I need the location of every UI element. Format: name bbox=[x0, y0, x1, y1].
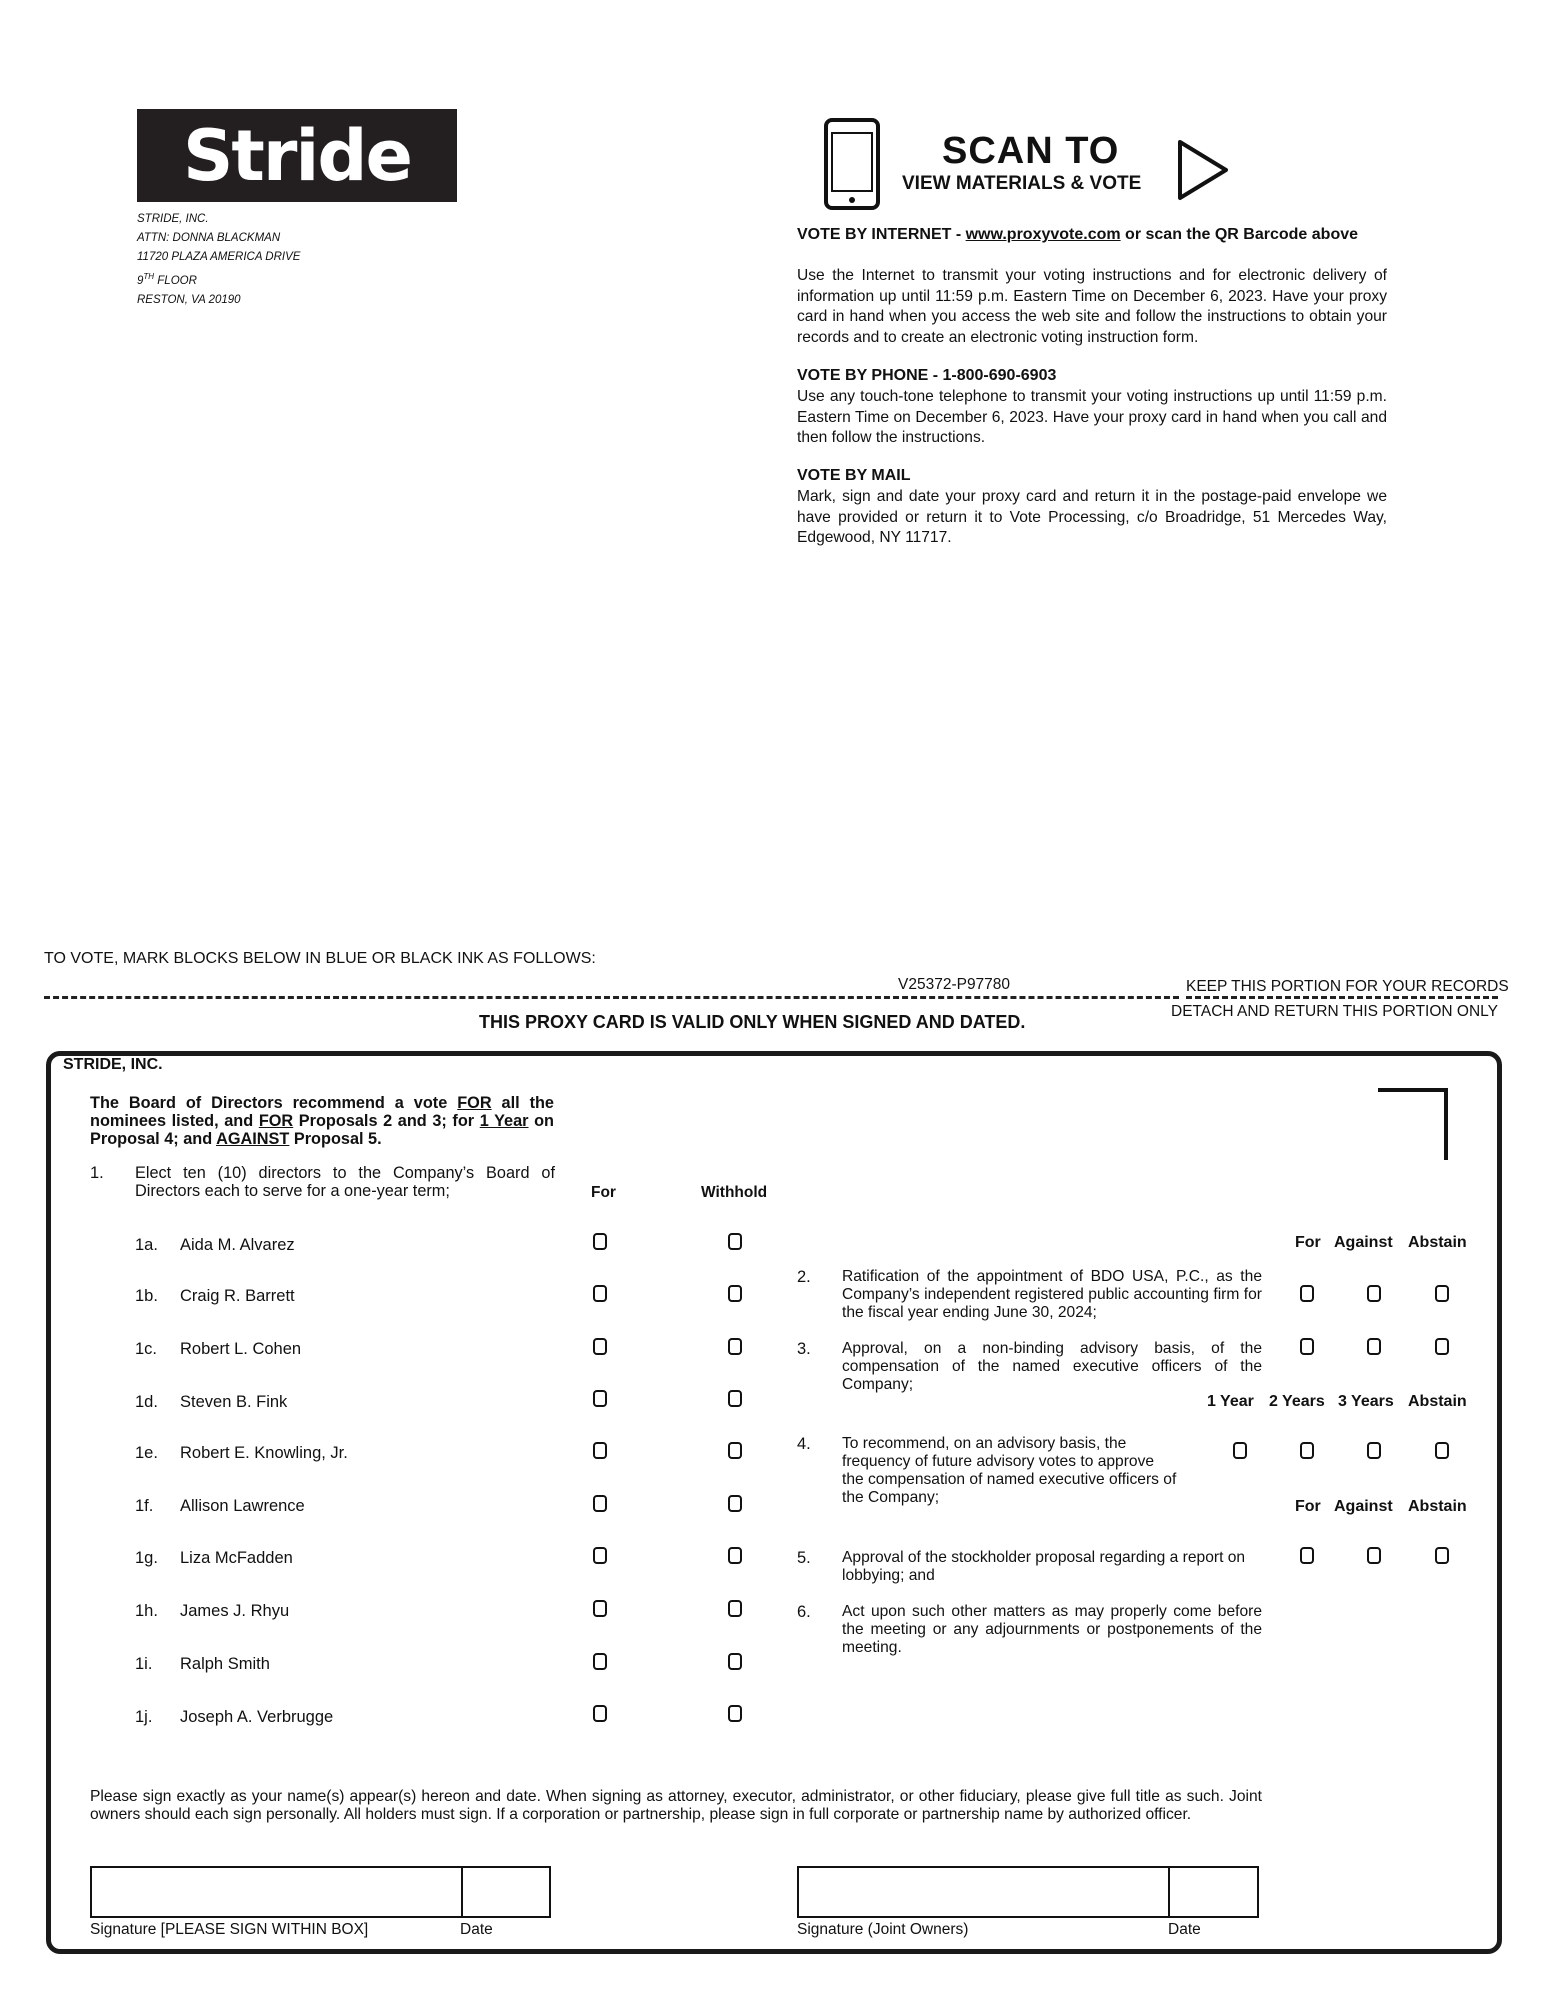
proposal-6-number: 6. bbox=[797, 1603, 811, 1621]
corner-registration-mark bbox=[1378, 1088, 1448, 1160]
rec-text: all the nominees listed, and bbox=[90, 1094, 554, 1130]
rec-text: The Board of Directors recommend a vote bbox=[90, 1094, 458, 1112]
nominee-for-checkbox[interactable] bbox=[593, 1653, 607, 1670]
header-1-year: 1 Year bbox=[1207, 1393, 1254, 1410]
floor-number: 9 bbox=[137, 274, 144, 287]
company-address bbox=[137, 210, 300, 310]
phone-icon bbox=[824, 118, 880, 210]
proposal-6-text: Act upon such other matters as may properly come before the meeting or any adjournments or postponements of the meeting. bbox=[842, 1603, 1262, 1656]
internet-heading-suffix: or scan the QR Barcode above bbox=[1120, 226, 1359, 243]
signature-label-primary: Signature [PLEASE SIGN WITHIN BOX] bbox=[90, 1921, 369, 1938]
nominee-name: Liza McFadden bbox=[180, 1549, 293, 1567]
nominee-for-checkbox[interactable] bbox=[593, 1495, 607, 1512]
nominee-withhold-checkbox[interactable] bbox=[728, 1705, 742, 1722]
nominee-withhold-checkbox[interactable] bbox=[728, 1233, 742, 1250]
play-arrow-icon bbox=[1176, 138, 1232, 202]
detach-portion-label: DETACH AND RETURN THIS PORTION ONLY bbox=[1171, 1003, 1498, 1020]
mail-heading: VOTE BY MAIL bbox=[797, 467, 911, 484]
header-against-2: Against bbox=[1334, 1498, 1393, 1515]
signature-label-joint: Signature (Joint Owners) bbox=[797, 1921, 969, 1938]
detach-line-right bbox=[1186, 996, 1498, 999]
proposal-3-for-checkbox[interactable] bbox=[1300, 1338, 1314, 1355]
nominee-id: 1i. bbox=[135, 1655, 153, 1673]
nominee-for-checkbox[interactable] bbox=[593, 1338, 607, 1355]
nominee-withhold-checkbox[interactable] bbox=[728, 1495, 742, 1512]
proposal-1-text: Elect ten (10) directors to the Company’s Board of Directors each to serve for a one-year term; bbox=[135, 1164, 555, 1200]
signature-box-joint[interactable] bbox=[797, 1866, 1259, 1918]
proposal-4-1-year-checkbox[interactable] bbox=[1233, 1442, 1247, 1459]
nominee-name: Craig R. Barrett bbox=[180, 1287, 295, 1305]
header-2-years: 2 Years bbox=[1269, 1393, 1325, 1410]
address-line: RESTON, VA 20190 bbox=[137, 293, 241, 306]
phone-heading: VOTE BY PHONE - 1-800-690-6903 bbox=[797, 367, 1057, 384]
header-3-years: 3 Years bbox=[1338, 1393, 1394, 1410]
signature-divider bbox=[1168, 1868, 1170, 1916]
nominee-name: Joseph A. Verbrugge bbox=[180, 1708, 334, 1726]
nominee-for-checkbox[interactable] bbox=[593, 1600, 607, 1617]
header-abstain-freq: Abstain bbox=[1408, 1393, 1467, 1410]
nominee-for-checkbox[interactable] bbox=[593, 1285, 607, 1302]
address-line bbox=[137, 267, 300, 291]
proposal-3-text: Approval, on a non-binding advisory basis, of the compensation of the named executive officers of the Company; bbox=[842, 1340, 1262, 1393]
rec-against: AGAINST bbox=[216, 1130, 290, 1148]
rec-text: Proposals 2 and 3; for bbox=[293, 1112, 480, 1130]
proposal-2-text: Ratification of the appointment of BDO USA, P.C., as the Company’s independent registered public accounting firm for the fiscal year ending June 30, 2024; bbox=[842, 1268, 1262, 1321]
nominee-for-checkbox[interactable] bbox=[593, 1233, 607, 1250]
nominee-id: 1j. bbox=[135, 1708, 153, 1726]
detach-line bbox=[44, 996, 1179, 999]
date-label-joint: Date bbox=[1168, 1921, 1201, 1938]
nominee-name: Aida M. Alvarez bbox=[180, 1236, 295, 1254]
date-label-primary: Date bbox=[460, 1921, 493, 1938]
internet-heading bbox=[797, 226, 1358, 244]
nominee-withhold-checkbox[interactable] bbox=[728, 1547, 742, 1564]
address-line: 11720 PLAZA AMERICA DRIVE bbox=[137, 251, 301, 263]
proposal-5-against-checkbox[interactable] bbox=[1367, 1547, 1381, 1564]
internet-heading-prefix: VOTE BY INTERNET - bbox=[797, 226, 966, 243]
proposal-2-for-checkbox[interactable] bbox=[1300, 1285, 1314, 1302]
nominee-name: Steven B. Fink bbox=[180, 1393, 288, 1411]
nominee-withhold-checkbox[interactable] bbox=[728, 1653, 742, 1670]
proposal-2-number: 2. bbox=[797, 1268, 811, 1286]
board-recommendation bbox=[90, 1094, 554, 1148]
proposal-5-abstain-checkbox[interactable] bbox=[1435, 1547, 1449, 1564]
nominee-withhold-checkbox[interactable] bbox=[728, 1390, 742, 1407]
address-line: ATTN: DONNA BLACKMAN bbox=[137, 232, 281, 244]
header-abstain: Abstain bbox=[1408, 1234, 1467, 1251]
address-line: STRIDE, INC. bbox=[137, 213, 209, 225]
header-for: For bbox=[1295, 1234, 1321, 1251]
header-abstain-2: Abstain bbox=[1408, 1498, 1467, 1515]
nominee-for-checkbox[interactable] bbox=[593, 1547, 607, 1564]
rec-one-year: 1 Year bbox=[479, 1112, 529, 1130]
proposal-4-2-years-checkbox[interactable] bbox=[1300, 1442, 1314, 1459]
nominee-for-checkbox[interactable] bbox=[593, 1442, 607, 1459]
proposal-3-abstain-checkbox[interactable] bbox=[1435, 1338, 1449, 1355]
header-for-2: For bbox=[1295, 1498, 1321, 1515]
card-company: STRIDE, INC. bbox=[63, 1056, 163, 1073]
floor-word: FLOOR bbox=[154, 274, 197, 287]
rec-for: FOR bbox=[258, 1112, 294, 1130]
rec-text: on Proposal 4; and bbox=[90, 1112, 554, 1148]
nominee-id: 1e. bbox=[135, 1444, 158, 1462]
signature-box-primary[interactable] bbox=[90, 1866, 551, 1918]
col-withhold-header: Withhold bbox=[701, 1184, 768, 1201]
nominee-id: 1b. bbox=[135, 1287, 158, 1305]
header-against: Against bbox=[1334, 1234, 1393, 1251]
rec-for: FOR bbox=[457, 1094, 492, 1112]
nominee-name: Robert E. Knowling, Jr. bbox=[180, 1444, 348, 1462]
control-number: V25372-P97780 bbox=[898, 976, 1011, 993]
nominee-withhold-checkbox[interactable] bbox=[728, 1285, 742, 1302]
mail-body: Mark, sign and date your proxy card and return it in the postage-paid envelope we have provided or return it to Vote Processing, c/o Broadridge, 51 Mercedes Way, Edgewood, NY 11717. bbox=[797, 488, 1387, 546]
nominee-id: 1h. bbox=[135, 1602, 158, 1620]
proposal-3-against-checkbox[interactable] bbox=[1367, 1338, 1381, 1355]
nominee-withhold-checkbox[interactable] bbox=[728, 1600, 742, 1617]
phone-body: Use any touch-tone telephone to transmit your voting instructions up until 11:59 p.m. Eastern Time on December 6, 2023. Have your proxy card in hand when you call and then follow the instructions. bbox=[797, 388, 1387, 446]
proposal-1-number: 1. bbox=[90, 1164, 104, 1182]
col-for-header: For bbox=[591, 1184, 616, 1201]
nominee-id: 1c. bbox=[135, 1340, 158, 1358]
proposal-5-text: Approval of the stockholder proposal regarding a report on lobbying; and bbox=[842, 1549, 1246, 1584]
nominee-id: 1g. bbox=[135, 1549, 158, 1567]
proposal-2-against-checkbox[interactable] bbox=[1367, 1285, 1381, 1302]
proxyvote-link[interactable]: www.proxyvote.com bbox=[965, 226, 1121, 243]
stride-logo: Stride bbox=[137, 109, 457, 202]
nominee-name: Ralph Smith bbox=[180, 1655, 270, 1673]
mark-instructions: TO VOTE, MARK BLOCKS BELOW IN BLUE OR BLACK INK AS FOLLOWS: bbox=[44, 950, 596, 967]
proposal-4-number: 4. bbox=[797, 1435, 811, 1453]
nominee-for-checkbox[interactable] bbox=[593, 1390, 607, 1407]
proposal-3-number: 3. bbox=[797, 1340, 811, 1358]
proposal-4-text: To recommend, on an advisory basis, the frequency of future advisory votes to approve the compensation of named executive officers of the Company; bbox=[842, 1435, 1177, 1506]
nominee-id: 1f. bbox=[135, 1497, 154, 1515]
proposal-2-abstain-checkbox[interactable] bbox=[1435, 1285, 1449, 1302]
nominee-id: 1d. bbox=[135, 1393, 158, 1411]
nominee-name: Allison Lawrence bbox=[180, 1497, 305, 1515]
valid-notice: THIS PROXY CARD IS VALID ONLY WHEN SIGNED AND DATED. bbox=[479, 1012, 1026, 1032]
proposal-4-abstain-checkbox[interactable] bbox=[1435, 1442, 1449, 1459]
nominee-withhold-checkbox[interactable] bbox=[728, 1442, 742, 1459]
nominee-name: James J. Rhyu bbox=[180, 1602, 290, 1620]
rec-text: Proposal 5. bbox=[289, 1130, 382, 1148]
nominee-for-checkbox[interactable] bbox=[593, 1705, 607, 1722]
scan-to-title: SCAN TO bbox=[942, 130, 1120, 172]
signature-divider bbox=[461, 1868, 463, 1916]
keep-portion-label: KEEP THIS PORTION FOR YOUR RECORDS bbox=[1186, 978, 1509, 995]
proposal-4-3-years-checkbox[interactable] bbox=[1367, 1442, 1381, 1459]
proposal-5-number: 5. bbox=[797, 1549, 811, 1567]
scan-subtitle: VIEW MATERIALS & VOTE bbox=[902, 173, 1142, 194]
floor-suffix: TH bbox=[143, 272, 155, 281]
nominee-id: 1a. bbox=[135, 1236, 158, 1254]
internet-body: Use the Internet to transmit your voting instructions and for electronic delivery of information up until 11:59 p.m. Eastern Time on December 6, 2023. Have your proxy card in hand when you access the web site and follow the instructions to obtain your records and to create an electronic voting instruction form. bbox=[797, 267, 1387, 346]
nominee-name: Robert L. Cohen bbox=[180, 1340, 302, 1358]
nominee-withhold-checkbox[interactable] bbox=[728, 1338, 742, 1355]
proposal-5-for-checkbox[interactable] bbox=[1300, 1547, 1314, 1564]
sign-instructions: Please sign exactly as your name(s) appear(s) hereon and date. When signing as attorney, executor, administrator, or other fiduciary, please give full title as such. Joint owners should each sign personally. All holders must sign. If a corporation or partnership, please sign in full corporate or partnership name by authorized officer. bbox=[90, 1788, 1262, 1823]
